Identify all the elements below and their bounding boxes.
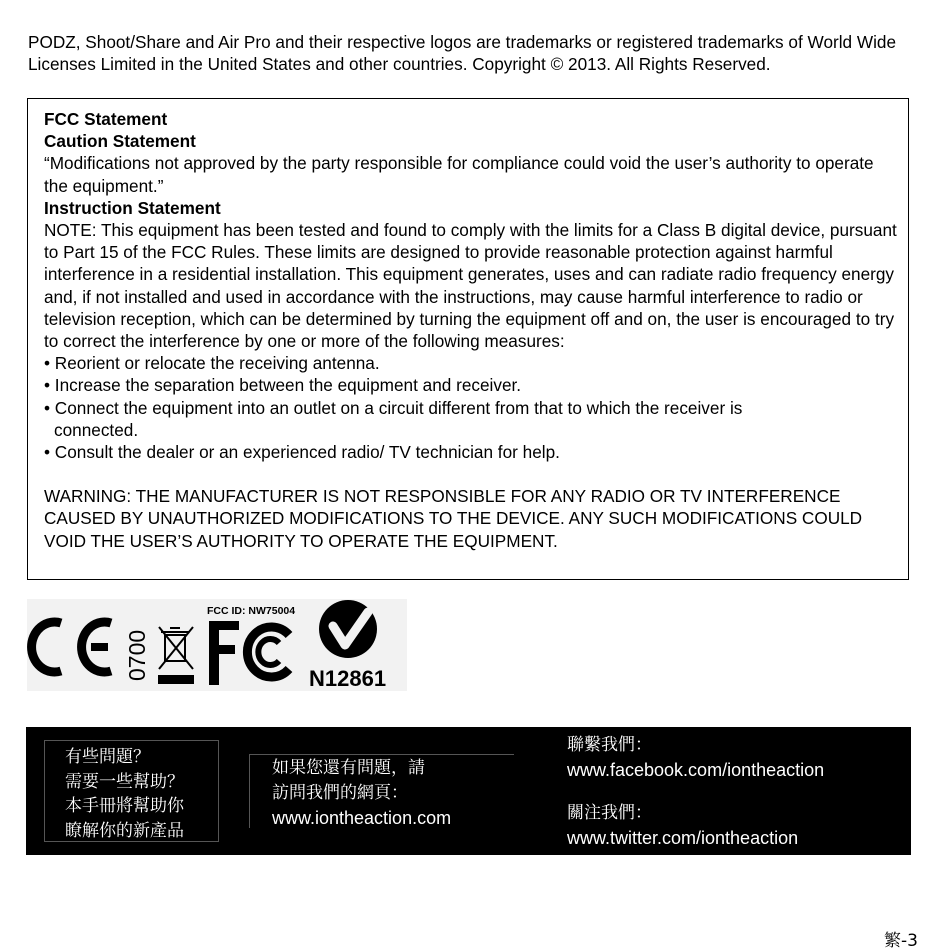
website-line: 訪問我們的網頁： bbox=[272, 783, 408, 803]
social-column bbox=[567, 733, 897, 851]
fcc-id: FCC ID: NW75004 bbox=[207, 605, 296, 617]
instruction-text: NOTE: This equipment has been tested and found to comply with the limits for a Class B digital device, pursuant to Part 15 of the FCC Rules. These limits are designed to provide reasonable protection against harmful interference in a residential installation. This equipment generates, uses and can radiate radio frequency energy and, if not installed and used in accordance with the instructions, may cause harmful interference to radio or television reception, which can be determined by turning the equipment off and on, the user is encouraged to try to correct the interference by one or more of the following measures: bbox=[44, 220, 897, 352]
website-line: 如果您還有問題，請 bbox=[272, 758, 425, 778]
bullet-item: • Increase the separation between the equipment and receiver. bbox=[44, 375, 522, 396]
bullet-item: • Connect the equipment into an outlet on a circuit different from that to which the receiver is bbox=[44, 397, 743, 418]
help-intro-line: 需要一些幫助？ bbox=[65, 771, 184, 792]
website-link[interactable]: www.iontheaction.com bbox=[272, 808, 452, 828]
fcc-heading: FCC Statement bbox=[44, 109, 168, 129]
help-footer bbox=[26, 727, 911, 855]
caution-text: “Modifications not approved by the party responsible for compliance could void the user’s authority to operate the equipment.” bbox=[44, 153, 874, 196]
page-number: 繁-3 bbox=[884, 931, 918, 951]
fcc-logo-icon bbox=[209, 621, 289, 685]
contact-label: 聯繫我們： bbox=[567, 735, 652, 755]
trademark-notice: PODZ, Shoot/Share and Air Pro and their respective logos are trademarks or registered trademarks of World Wide Licenses Limited in the United States and other countries. Copyright © 2013. All Rights Reserved. bbox=[28, 32, 897, 74]
c-tick-icon bbox=[319, 600, 377, 658]
fcc-statement-box bbox=[27, 98, 909, 580]
help-intro-line: 有些問題？ bbox=[65, 747, 150, 767]
warning-text: WARNING: THE MANUFACTURER IS NOT RESPONSIBLE FOR ANY RADIO OR TV INTERFERENCE CAUSED BY UNAUTHORIZED MODIFICATIONS TO THE DEVICE. ANY SUCH MODIFICATIONS COULD VOID THE USER’S AUTHORITY TO OPERATE THE EQUIPMENT. bbox=[44, 486, 863, 551]
help-intro-box bbox=[44, 740, 219, 842]
certification-logos bbox=[27, 599, 407, 691]
website-box bbox=[249, 754, 514, 828]
help-intro-line: 本手冊將幫助你 bbox=[65, 796, 184, 816]
bullet-item: • Reorient or relocate the receiving antenna. bbox=[44, 353, 380, 374]
c-tick-number: N12861 bbox=[309, 666, 387, 691]
bullet-item-continued: connected. bbox=[54, 419, 139, 440]
ce-mark-icon bbox=[32, 622, 111, 672]
help-intro-line: 瞭解你的新產品 bbox=[65, 820, 184, 841]
facebook-link[interactable]: www.facebook.com/iontheaction bbox=[567, 760, 825, 780]
follow-label: 關注我們： bbox=[567, 803, 652, 823]
caution-heading: Caution Statement bbox=[44, 131, 196, 152]
bullet-item: • Consult the dealer or an experienced radio/ TV technician for help. bbox=[44, 442, 560, 463]
ce-number: 0700 bbox=[124, 629, 150, 681]
instruction-heading: Instruction Statement bbox=[44, 197, 221, 218]
twitter-link[interactable]: www.twitter.com/iontheaction bbox=[567, 828, 799, 848]
weee-bin-icon bbox=[158, 627, 194, 684]
